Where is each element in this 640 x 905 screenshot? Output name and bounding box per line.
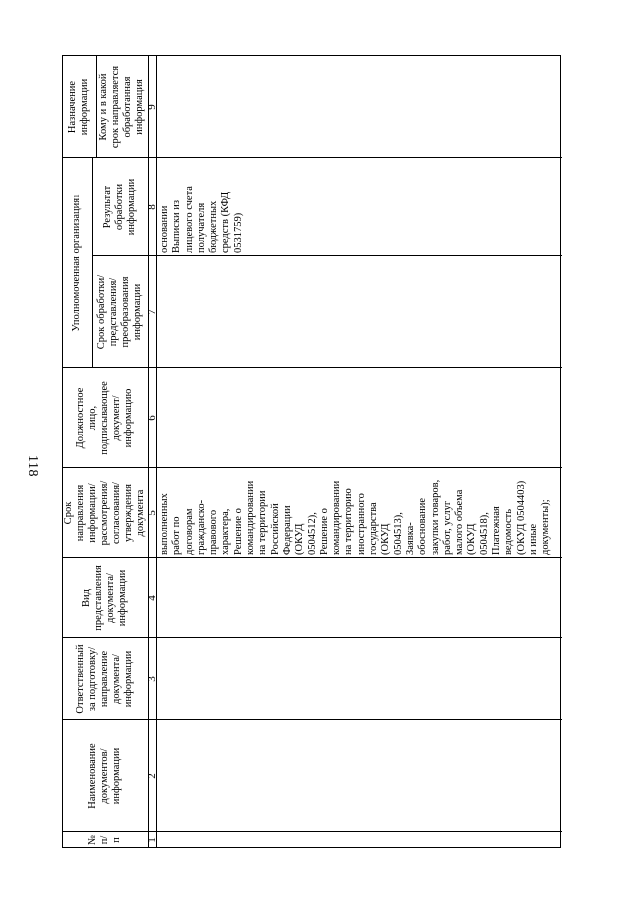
- header-col-3: Ответственный за подготовку/ направление документа/ информации: [75, 644, 134, 714]
- col-number-6: 6: [146, 415, 158, 421]
- cell-text-line: ведомость: [503, 508, 515, 555]
- cell-text-line: (ОКУД: [294, 523, 306, 555]
- cell-text-line: средств (КФД: [220, 191, 232, 253]
- page-number: 118: [25, 455, 40, 477]
- col-number-9: 9: [146, 104, 158, 110]
- cell-text-line: Платежная: [491, 506, 503, 555]
- cell-text-line: иностранного: [355, 493, 367, 555]
- col-number-5: 5: [146, 510, 158, 516]
- cell-text-line: обоснование: [417, 497, 429, 555]
- cell-text-line: получателя: [195, 202, 207, 253]
- cell-text-line: 0504518),: [478, 512, 490, 555]
- col-number-3: 3: [146, 676, 158, 682]
- cell-text-line: Решение о: [318, 508, 330, 555]
- cell-text-line: работ, услуг: [441, 500, 453, 555]
- cell-text-line: на территорию: [343, 488, 355, 555]
- header-col-5: Срок направления информации/ рассмотрения/ согласования/ утверждения документа: [63, 480, 146, 546]
- cell-col-5-text: [157, 466, 562, 558]
- cell-text-line: характера,: [220, 508, 232, 555]
- cell-text-line: правового: [208, 509, 220, 555]
- header-col-9: Назначение информации: [67, 78, 90, 136]
- cell-text-line: закупки товаров,: [429, 479, 441, 555]
- cell-text-line: 0531759): [232, 212, 244, 253]
- col-number-2: 2: [146, 773, 158, 779]
- col-number-8: 8: [146, 204, 158, 210]
- header-col-6: Должностное лицо, подписывающее документ/ информацию: [75, 381, 134, 455]
- header-col-4: Вид представления документа/ информации: [81, 565, 128, 631]
- cell-text-line: Заявка-: [404, 522, 416, 555]
- cell-text-line: малого объема: [454, 489, 466, 555]
- cell-col-8-text: [157, 158, 267, 256]
- cell-text-line: и иные: [527, 523, 539, 555]
- cell-text-line: документы);: [540, 499, 552, 555]
- header-col-1: № п/п: [87, 834, 122, 846]
- cell-text-line: 0504512),: [306, 512, 318, 555]
- col-number-7: 7: [146, 309, 158, 315]
- cell-text-line: (ОКУД: [380, 523, 392, 555]
- cell-text-line: лицевого счета: [183, 186, 195, 253]
- cell-text-line: бюджетных: [208, 200, 220, 253]
- cell-text-line: командировании: [245, 480, 257, 555]
- header-col-7: Срок обработки/ представления/ преобразования информации: [96, 274, 143, 350]
- cell-text-line: Выписки из: [171, 199, 183, 253]
- cell-text-line: 0504513),: [392, 512, 404, 555]
- col-number-4: 4: [146, 595, 158, 601]
- cell-text-line: Решение о: [232, 508, 244, 555]
- header-col-2: Наименование документов/ информации: [87, 743, 122, 809]
- cell-text-line: государства: [368, 502, 380, 555]
- header-col-8: Результат обработки информации: [102, 178, 137, 236]
- cell-text-line: Федерации: [281, 505, 293, 555]
- cell-text-line: договорам: [183, 508, 195, 555]
- cell-text-line: Российской: [269, 503, 281, 555]
- header-col-9-sub: Кому и в какой срок направляется обработанная информация: [98, 65, 145, 149]
- group-header: Уполномоченная организация 1: [71, 194, 82, 332]
- cell-text-line: основании: [159, 205, 170, 253]
- cell-text-line: выполненных: [159, 493, 170, 555]
- col-number-1: 1: [146, 837, 158, 843]
- cell-text-line: гражданско-: [195, 499, 207, 555]
- rotated-table: [62, 48, 562, 848]
- cell-text-line: на территории: [257, 490, 269, 555]
- cell-text-line: (ОКУД 0504403): [515, 480, 527, 555]
- cell-text-line: командировании: [331, 480, 343, 555]
- cell-text-line: работ по: [171, 516, 183, 555]
- cell-text-line: (ОКУД: [466, 523, 478, 555]
